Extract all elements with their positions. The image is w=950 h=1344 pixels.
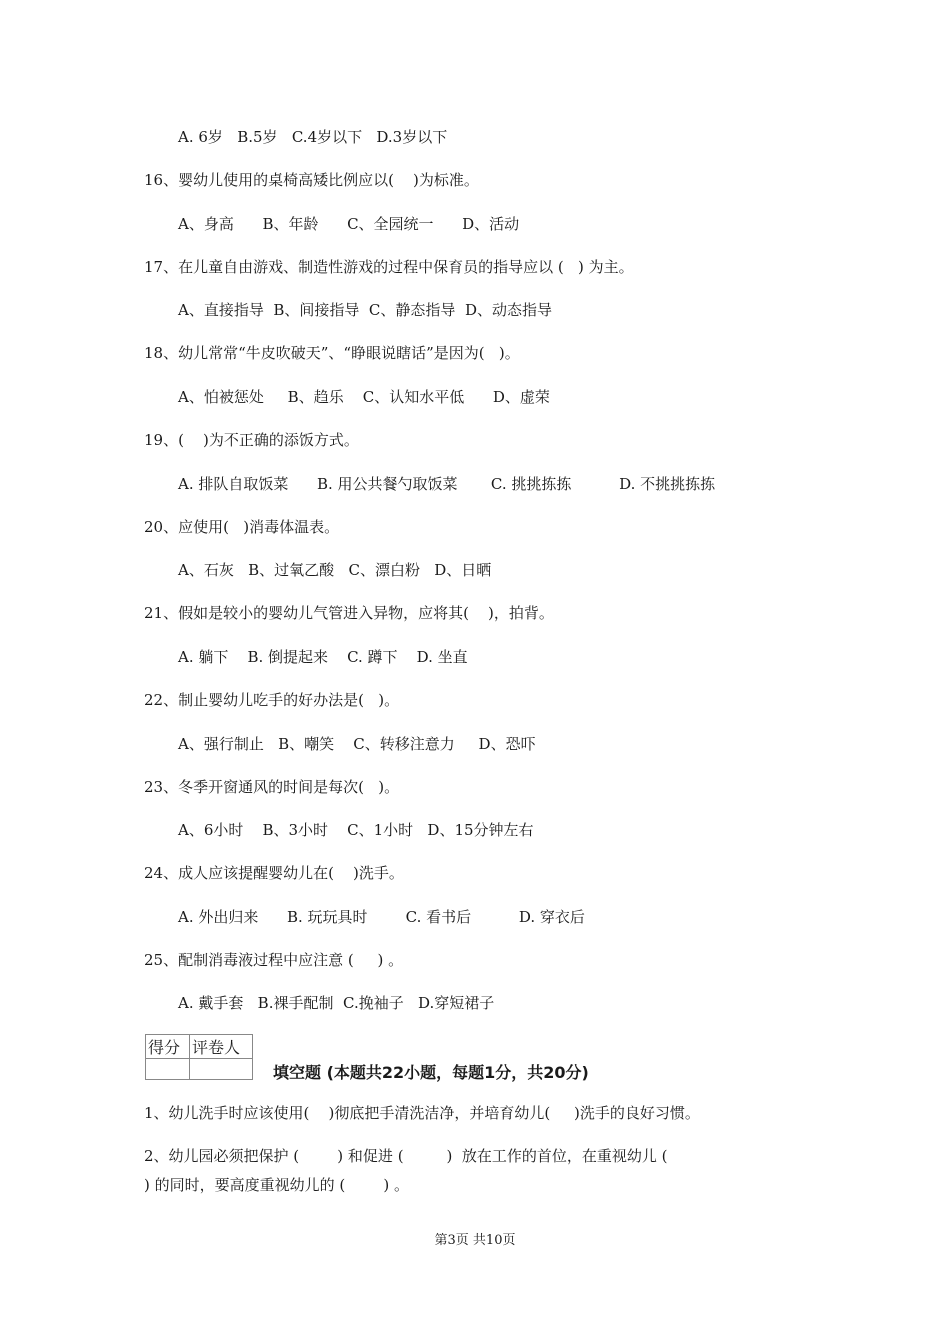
- question-line: A、强行制止 B、嘲笑 C、转移注意力 D、恐吓: [178, 735, 536, 753]
- question-line: A、6小时 B、3小时 C、1小时 D、15分钟左右: [178, 821, 534, 839]
- fill-question-line: ) 的同时，要高度重视幼儿的 ( ) 。: [144, 1176, 410, 1194]
- question-line: A. 6岁 B.5岁 C.4岁以下 D.3岁以下: [178, 128, 448, 146]
- score-box: [145, 1034, 253, 1080]
- question-line: A. 外出归来 B. 玩玩具时 C. 看书后 D. 穿衣后: [178, 908, 585, 926]
- question-line: 22、制止婴幼儿吃手的好办法是( )。: [144, 691, 400, 709]
- question-line: 17、在儿童自由游戏、制造性游戏的过程中保育员的指导应以 ( ) 为主。: [144, 258, 634, 276]
- question-line: A、直接指导 B、间接指导 C、静态指导 D、动态指导: [178, 301, 552, 319]
- question-line: 19、( )为不正确的添饭方式。: [144, 431, 359, 449]
- question-line: A. 戴手套 B.裸手配制 C.挽袖子 D.穿短裙子: [178, 994, 495, 1012]
- question-line: 20、应使用( )消毒体温表。: [144, 518, 340, 536]
- score-cell: [146, 1059, 190, 1080]
- question-line: 18、幼儿常常“牛皮吹破天”、“睁眼说瞎话”是因为( )。: [144, 344, 520, 362]
- section-title: 填空题 (本题共22小题，每题1分，共20分): [273, 1063, 589, 1082]
- question-line: 21、假如是较小的婴幼儿气管进入异物，应将其( )，拍背。: [144, 604, 554, 622]
- question-line: 25、配制消毒液过程中应注意 ( ) 。: [144, 951, 404, 969]
- question-line: A、怕被惩处 B、趋乐 C、认知水平低 D、虚荣: [178, 388, 550, 406]
- question-line: 23、冬季开窗通风的时间是每次( )。: [144, 778, 400, 796]
- question-line: 24、成人应该提醒婴幼儿在( )洗手。: [144, 864, 404, 882]
- score-label: 得分: [146, 1035, 190, 1059]
- page-footer: 第3页 共10页: [434, 1233, 516, 1248]
- question-line: A、身高 B、年龄 C、全园统一 D、活动: [178, 215, 520, 233]
- fill-question-line: 1、幼儿洗手时应该使用( )彻底把手清洗洁净，并培育幼儿( )洗手的良好习惯。: [144, 1104, 700, 1122]
- question-line: A. 排队自取饭菜 B. 用公共餐勺取饭菜 C. 挑挑拣拣 D. 不挑挑拣拣: [178, 475, 716, 493]
- question-line: A. 躺下 B. 倒提起来 C. 蹲下 D. 坐直: [178, 648, 468, 666]
- question-line: A、石灰 B、过氧乙酸 C、漂白粉 D、日晒: [178, 561, 492, 579]
- fill-question-line: 2、幼儿园必须把保护 ( ) 和促进 ( ) 放在工作的首位，在重视幼儿 (: [144, 1147, 668, 1165]
- grader-cell: [189, 1059, 252, 1080]
- grader-label: 评卷人: [189, 1035, 252, 1059]
- question-line: 16、婴幼儿使用的桌椅高矮比例应以( )为标准。: [144, 171, 479, 189]
